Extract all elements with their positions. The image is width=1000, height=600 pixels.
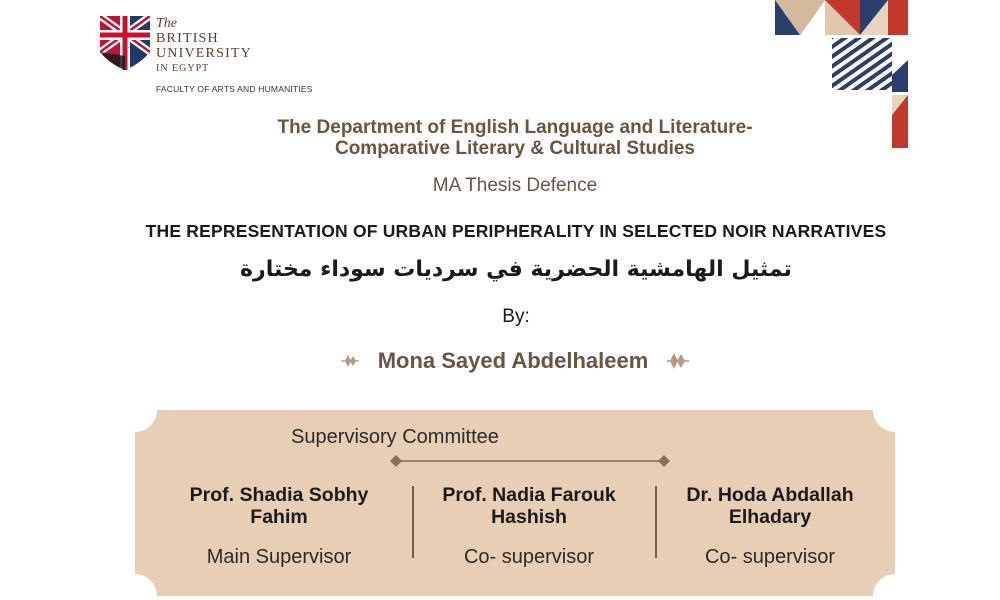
double-diamond-icon xyxy=(341,354,359,368)
thesis-title-english: THE REPRESENTATION OF URBAN PERIPHERALITY IN SELECTED NOIR NARRATIVES xyxy=(145,221,887,241)
double-diamond-icon xyxy=(667,352,689,370)
author-row xyxy=(0,348,1000,374)
ornamental-rule xyxy=(390,455,670,467)
member-role: Co- supervisor xyxy=(704,546,836,568)
member-name xyxy=(154,484,404,528)
member-name-line-2: Fahim xyxy=(250,506,308,528)
thesis-title-arabic: تمثيل الهامشية الحضرية في سرديات سوداء مختارة xyxy=(240,257,792,282)
university-logo xyxy=(100,16,330,96)
committee-title: Supervisory Committee xyxy=(291,426,499,448)
logo-university: UNIVERSITY xyxy=(156,46,252,61)
logo-faculty: FACULTY OF ARTS AND HUMANITIES xyxy=(156,84,313,94)
department-heading xyxy=(0,117,1000,159)
by-label: By: xyxy=(502,306,530,327)
member-name-line-2: Elhadary xyxy=(728,506,812,528)
member-name-line-1: Prof. Nadia Farouk xyxy=(442,484,616,506)
logo-in-egypt: IN EGYPT xyxy=(156,63,210,74)
member-name xyxy=(404,484,654,528)
flag-shield-icon xyxy=(100,16,150,70)
member-name-line-2: Hashish xyxy=(491,506,567,528)
committee-member-3 xyxy=(645,484,895,569)
logo-british: BRITISH xyxy=(156,31,219,46)
committee-member-1 xyxy=(154,484,404,569)
committee-member-2 xyxy=(404,484,654,569)
member-name-line-1: Dr. Hoda Abdallah xyxy=(686,484,854,506)
member-role: Main Supervisor xyxy=(206,546,352,568)
author-name: Mona Sayed Abdelhaleem xyxy=(377,348,649,373)
department-line-2: Comparative Literary & Cultural Studies xyxy=(334,138,696,159)
department-line-1: The Department of English Language and Literature- xyxy=(277,117,753,138)
member-name-line-1: Prof. Shadia Sobhy xyxy=(189,484,369,506)
member-name xyxy=(645,484,895,528)
thesis-type: MA Thesis Defence xyxy=(432,175,598,196)
logo-the: The xyxy=(156,16,177,31)
member-role: Co- supervisor xyxy=(463,546,595,568)
